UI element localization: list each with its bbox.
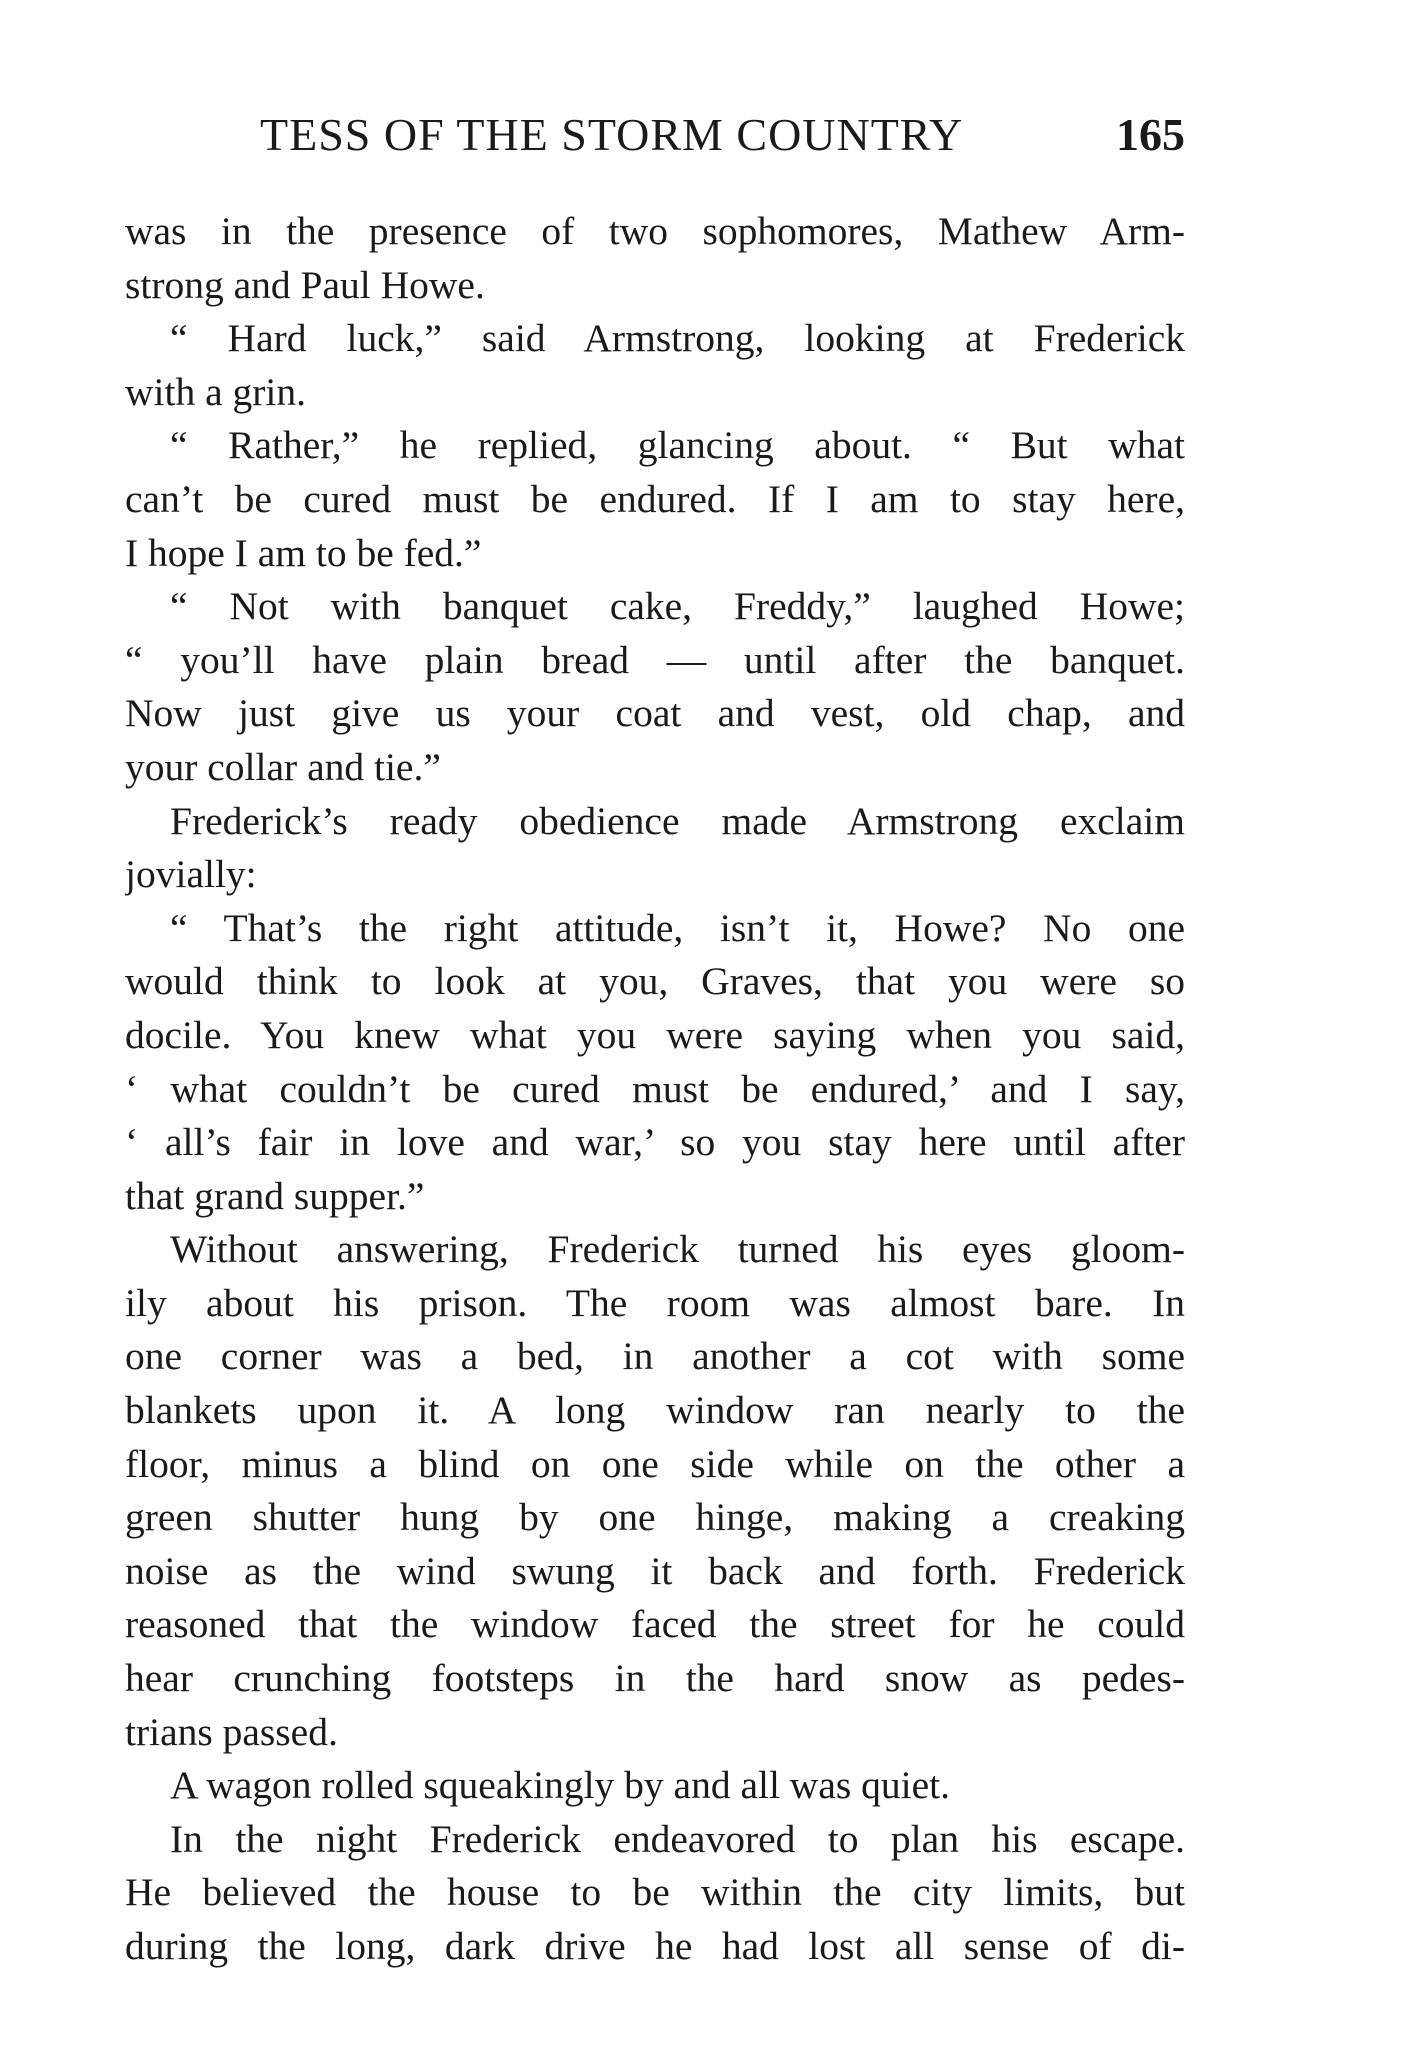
text-line: can’t be cured must be endured. If I am to stay here,: [125, 476, 1185, 521]
text-line: floor, minus a blind on one side while on the other a: [125, 1441, 1185, 1486]
text-line: strong and Paul Howe.: [125, 262, 485, 307]
text-line: blankets upon it. A long window ran nearly to the: [125, 1388, 1185, 1433]
text-line: hear crunching footsteps in the hard snow as pedes-: [125, 1656, 1185, 1701]
text-line: A wagon rolled squeakingly by and all was quiet.: [170, 1763, 950, 1808]
text-line: “ Hard luck,” said Armstrong, looking at Frederick: [170, 316, 1185, 361]
text-line: docile. You knew what you were saying when you said,: [125, 1012, 1185, 1057]
text-line: Frederick’s ready obedience made Armstrong exclaim: [170, 798, 1185, 843]
text-line: jovially:: [125, 852, 257, 897]
text-line: noise as the wind swung it back and forth. Frederick: [125, 1548, 1185, 1593]
text-line: trians passed.: [125, 1709, 338, 1754]
text-line: “ Rather,” he replied, glancing about. “ But what: [170, 423, 1185, 468]
text-line: ily about his prison. The room was almost bare. In: [125, 1280, 1185, 1325]
body-text: [125, 205, 1185, 1974]
text-line: I hope I am to be fed.”: [125, 530, 482, 575]
text-line: “ Not with banquet cake, Freddy,” laughed Howe;: [170, 584, 1185, 629]
text-line: one corner was a bed, in another a cot with some: [125, 1334, 1185, 1379]
text-line: green shutter hung by one hinge, making a creaking: [125, 1495, 1185, 1540]
text-line: that grand supper.”: [125, 1173, 425, 1218]
text-line: “ That’s the right attitude, isn’t it, Howe? No one: [170, 905, 1185, 950]
text-line: In the night Frederick endeavored to plan his escape.: [170, 1816, 1185, 1861]
text-line: your collar and tie.”: [125, 744, 441, 789]
text-line: Now just give us your coat and vest, old chap, and: [125, 691, 1185, 736]
running-title: TESS OF THE STORM COUNTRY: [260, 109, 964, 160]
text-line: Without answering, Frederick turned his eyes gloom-: [170, 1227, 1185, 1272]
text-line: reasoned that the window faced the street for he could: [125, 1602, 1185, 1647]
text-line: with a grin.: [125, 369, 307, 414]
text-line: during the long, dark drive he had lost all sense of di-: [125, 1924, 1185, 1968]
text-line: ‘ what couldn’t be cured must be endured,’ and I say,: [125, 1066, 1185, 1111]
text-line: was in the presence of two sophomores, Mathew Arm-: [125, 209, 1185, 253]
page-number: 165: [1116, 109, 1185, 160]
text-line: ‘ all’s fair in love and war,’ so you stay here until after: [125, 1120, 1185, 1165]
text-line: He believed the house to be within the city limits, but: [125, 1870, 1185, 1915]
text-line: would think to look at you, Graves, that you were so: [125, 959, 1185, 1004]
text-line: “ you’ll have plain bread — until after the banquet.: [125, 637, 1185, 682]
running-head: [120, 108, 1185, 168]
